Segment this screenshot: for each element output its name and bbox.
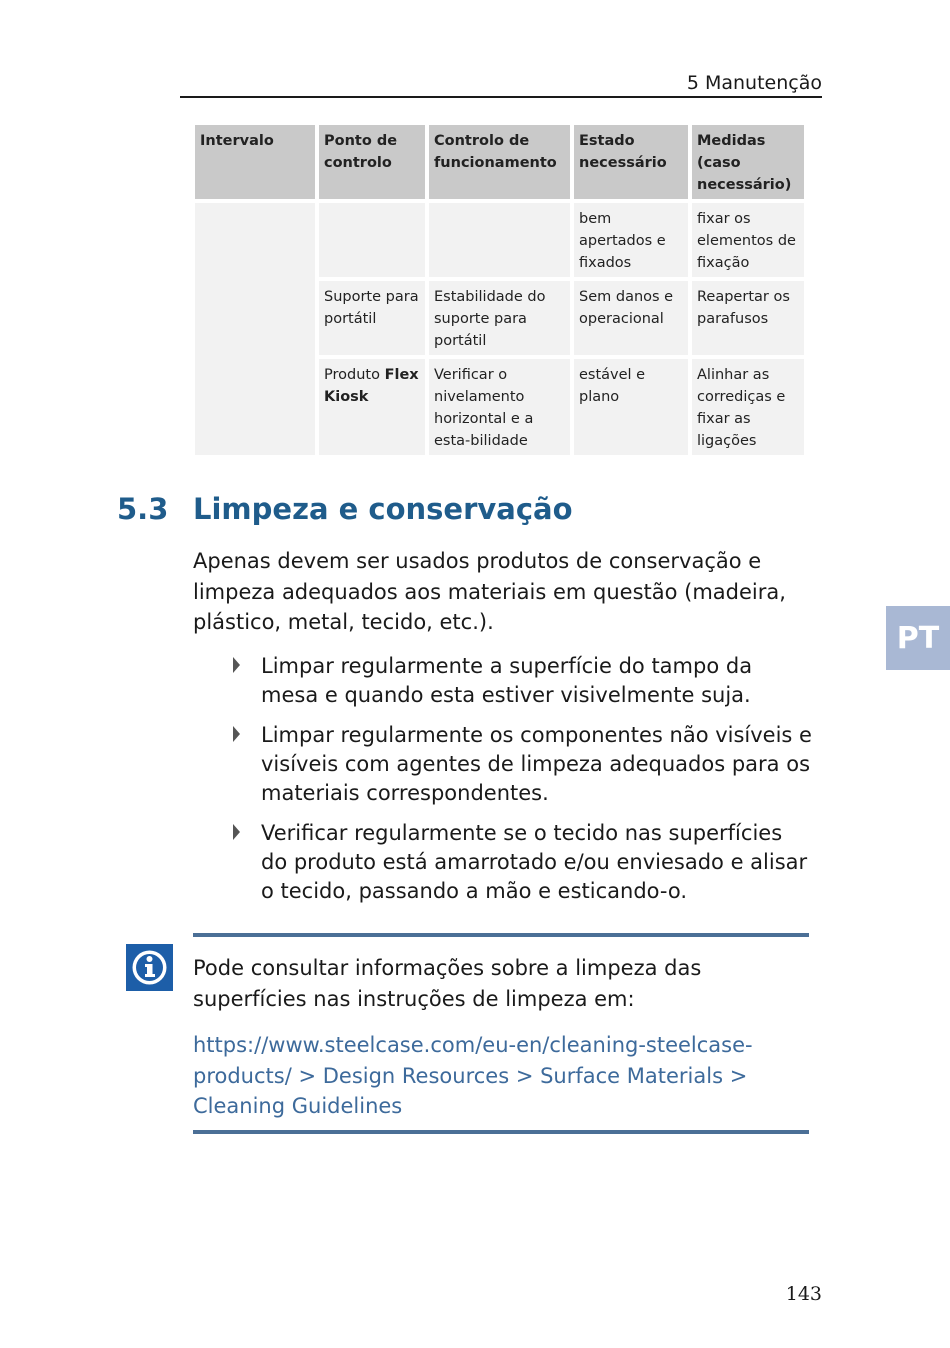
table-cell-point	[319, 203, 425, 277]
point-text: Produto	[324, 367, 385, 383]
cleaning-guidelines-link[interactable]: https://www.steelcase.com/eu-en/cleaning-steelcase-products/ > Design Resources > Surface Materials > Cleaning Guidelines	[193, 1033, 753, 1118]
list-item	[233, 652, 813, 710]
table-cell-measures: fixar os elementos de fixação	[692, 203, 804, 277]
table-row	[195, 203, 804, 277]
table-cell-function	[429, 203, 570, 277]
language-tab: PT	[886, 606, 950, 670]
table-cell-state: bem apertados e fixados	[574, 203, 688, 277]
table-cell-function: Verificar o nivelamento horizontal e a esta-bilidade	[429, 359, 570, 455]
table-cell-interval	[195, 203, 315, 455]
table-cell-measures: Reapertar os parafusos	[692, 281, 804, 355]
list-item-text: Limpar regularmente a superfície do tampo da mesa e quando esta estiver visivelmente suja.	[261, 654, 753, 707]
bullet-triangle-icon	[233, 657, 240, 673]
maintenance-table	[191, 121, 808, 459]
page-number: 143	[785, 1283, 822, 1305]
list-item-text: Limpar regularmente os componentes não visíveis e visíveis com agentes de limpeza adequados para os materiais correspondentes.	[261, 723, 812, 805]
table-cell-state: estável e plano	[574, 359, 688, 455]
table-cell-function: Estabilidade do suporte para portátil	[429, 281, 570, 355]
section-title: Limpeza e conservação	[193, 492, 573, 526]
list-item	[233, 819, 813, 906]
note-top-rule	[193, 933, 809, 937]
column-header-intervalo: Intervalo	[195, 125, 315, 199]
chapter-header: 5 Manutenção	[686, 72, 822, 94]
note-text: Pode consultar informações sobre a limpeza das superfícies nas instruções de limpeza em:	[193, 956, 702, 1011]
bullet-list	[233, 652, 813, 917]
list-item	[233, 721, 813, 808]
info-icon	[126, 944, 173, 991]
table-header-row	[195, 125, 804, 199]
header-rule	[180, 96, 822, 98]
section-number: 5.3	[117, 492, 169, 526]
section-intro: Apenas devem ser usados produtos de conservação e limpeza adequados aos materiais em questão (madeira, plástico, metal, tecido, etc.).	[193, 549, 786, 634]
table-cell-state: Sem danos e operacional	[574, 281, 688, 355]
table-cell-measures: Alinhar as corrediças e fixar as ligações	[692, 359, 804, 455]
table-cell-point: Suporte para portátil	[319, 281, 425, 355]
bullet-triangle-icon	[233, 726, 240, 742]
table-cell-point	[319, 359, 425, 455]
product-name: Flex Kiosk	[324, 367, 419, 405]
column-header-controlo-funcionamento: Controlo de funcionamento	[429, 125, 570, 199]
column-header-ponto-de-controlo: Ponto de controlo	[319, 125, 425, 199]
column-header-estado: Estado necessário	[574, 125, 688, 199]
bullet-triangle-icon	[233, 824, 240, 840]
list-item-text: Verificar regularmente se o tecido nas superfícies do produto está amarrotado e/ou enviesado e alisar o tecido, passando a mão e esticando-o.	[261, 821, 808, 903]
note-bottom-rule	[193, 1130, 809, 1134]
column-header-medidas: Medidas (caso necessário)	[692, 125, 804, 199]
